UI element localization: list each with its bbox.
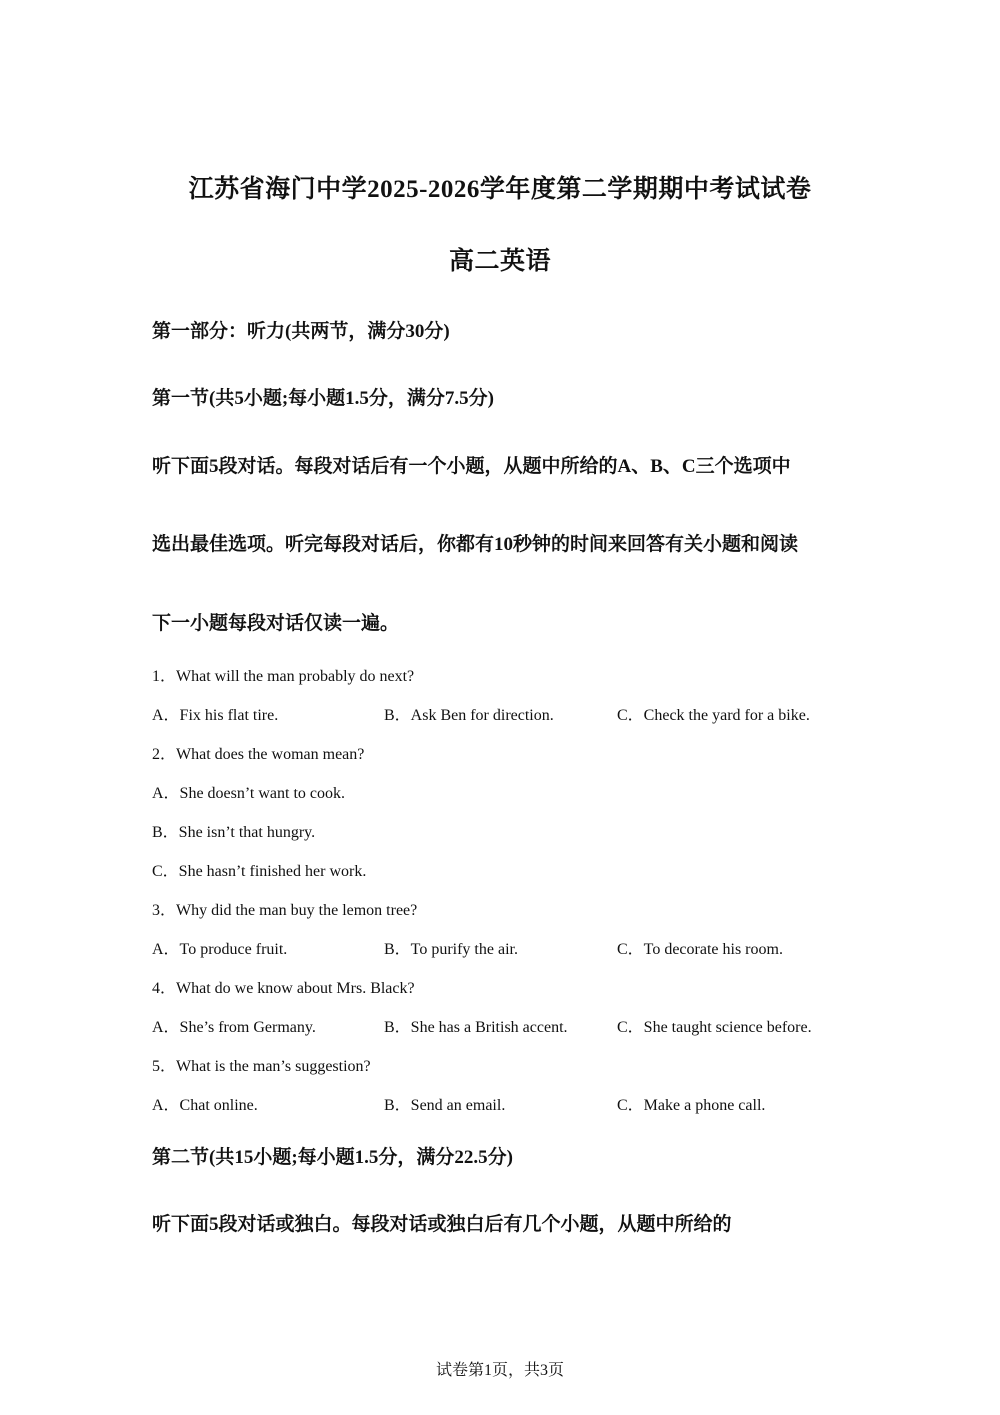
question-1-option-c: C．Check the yard for a bike. — [617, 707, 810, 724]
section1-instruction-line-1: 听下面5段对话。每段对话后有一个小题，从题中所给的A、B、C三个选项中 — [152, 456, 791, 477]
page-footer: 试卷第1页，共3页 — [435, 1362, 564, 1379]
exam-subtitle: 高二英语 — [448, 248, 551, 275]
question-4-option-c: C．She taught science before. — [617, 1019, 812, 1036]
question-5-option-b: B．Send an email. — [384, 1097, 506, 1114]
question-1-stem: 1．What will the man probably do next? — [152, 668, 415, 685]
question-4-option-a: A．She’s from Germany. — [152, 1019, 316, 1036]
question-2-stem: 2．What does the woman mean? — [152, 746, 365, 763]
question-5-stem: 5．What is the man’s suggestion? — [152, 1058, 371, 1075]
question-1-option-b: B．Ask Ben for direction. — [384, 707, 554, 724]
question-5-option-a: A．Chat online. — [152, 1097, 258, 1114]
question-2-option-c: C．She hasn’t finished her work. — [152, 863, 367, 880]
section1-instruction-line-2: 选出最佳选项。听完每段对话后，你都有10秒钟的时间来回答有关小题和阅读 — [152, 534, 799, 555]
question-3-option-c: C．To decorate his room. — [617, 941, 783, 958]
question-2-option-b: B．She isn’t that hungry. — [152, 824, 316, 841]
question-3-option-b: B．To purify the air. — [384, 941, 518, 958]
exam-title: 江苏省海门中学2025-2026学年度第二学期期中考试试卷 — [188, 176, 812, 203]
question-4-stem: 4．What do we know about Mrs. Black? — [152, 980, 415, 997]
question-1-option-a: A．Fix his flat tire. — [152, 707, 279, 724]
part1-heading: 第一部分：听力(共两节，满分30分) — [152, 321, 450, 342]
question-4-option-b: B．She has a British accent. — [384, 1019, 568, 1036]
section1-instruction-line-3: 下一小题每段对话仅读一遍。 — [152, 613, 400, 634]
question-3-stem: 3．Why did the man buy the lemon tree? — [152, 902, 418, 919]
section2-heading: 第二节(共15小题;每小题1.5分，满分22.5分) — [152, 1147, 513, 1168]
question-2-option-a: A．She doesn’t want to cook. — [152, 785, 346, 802]
question-3-option-a: A．To produce fruit. — [152, 941, 288, 958]
section1-heading: 第一节(共5小题;每小题1.5分，满分7.5分) — [152, 388, 494, 409]
question-5-option-c: C．Make a phone call. — [617, 1097, 766, 1114]
section2-instruction-line-1: 听下面5段对话或独白。每段对话或独白后有几个小题，从题中所给的 — [152, 1214, 732, 1235]
